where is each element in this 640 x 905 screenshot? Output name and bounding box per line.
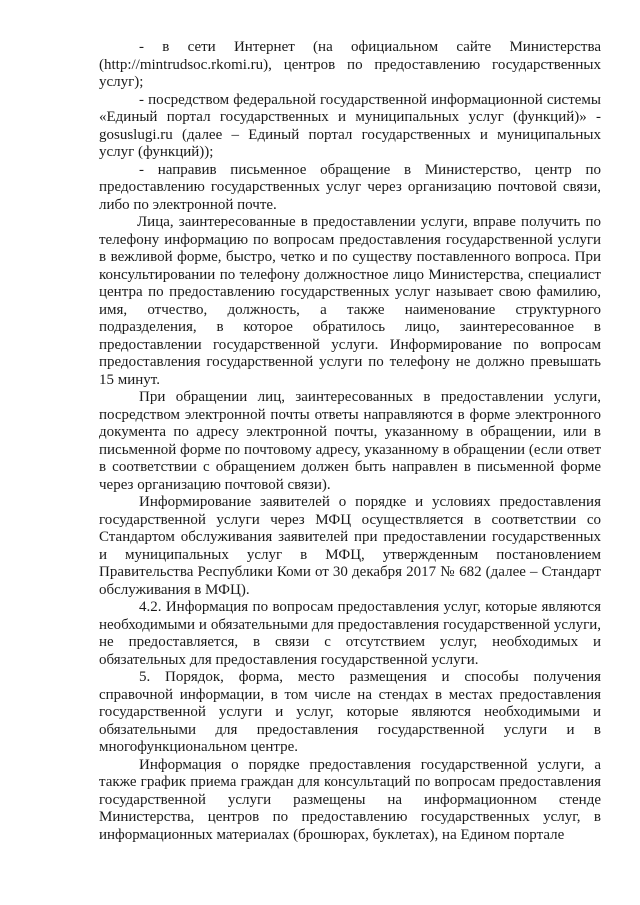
paragraph-email-requests: При обращении лиц, заинтересованных в предоставлении услуги, посредством электронной почты ответы направляются в форме электронного документа по адресу электронной почты, указанному в обращении, или в письменной форме по почтовому адресу, указанному в обращении (если ответ в соответствии с обращением должен быть направлен в письменной форме через организацию почтовой связи). xyxy=(99,389,601,493)
paragraph-written-request-item: - направив письменное обращение в Министерство, центр по предоставлению государственных услуг через организацию почтовой связи, либо по электронной почте. xyxy=(99,161,601,213)
paragraph-phone-info: Лица, заинтересованные в предоставлении услуги, вправе получить по телефону информацию по вопросам предоставления государственной услуги в вежливой форме, быстро, четко и по существу поставленного вопроса. При консультировании по телефону должностное лицо Министерства, специалист центра по предоставлению государственных услуг называет свою фамилию, имя, отчество, должность, а также наименование структурного подразделения, в которое обратилось лицо, заинтересованное в предоставлении государственной услуги. Информирование по вопросам предоставления государственной услуги по телефону не должно превышать 15 минут. xyxy=(99,214,601,388)
paragraph-mfc-info: Информирование заявителей о порядке и условиях предоставления государственной услуги через МФЦ осуществляется в соответствии со Стандартом обслуживания заявителей при предоставлении государственных и муниципальных услуг в МФЦ, утвержденным постановлением Правительства Республики Коми от 30 декабря 2017 № 682 (далее – Стандарт обслуживания в МФЦ). xyxy=(99,494,601,598)
paragraph-internet-item: - в сети Интернет (на официальном сайте Министерства (http://mintrudsoc.rkomi.ru), центров по предоставлению государственных услуг); xyxy=(99,39,601,90)
paragraph-portal-item: - посредством федеральной государственной информационной системы «Единый портал государственных и муниципальных услуг (функций)» - gosuslugi.ru (далее – Единый портал государственных и муниципальных услуг (функций)); xyxy=(99,91,601,160)
document-page xyxy=(99,39,601,844)
paragraph-section-5: 5. Порядок, форма, место размещения и способы получения справочной информации, в том числе на стендах в местах предоставления государственной услуги и услуг, которые являются необходимыми и обязательными для предоставления государственной услуги и в многофункциональном центре. xyxy=(99,669,601,755)
paragraph-section-4-2: 4.2. Информация по вопросам предоставления услуг, которые являются необходимыми и обязательными для предоставления государственной услуги, не предоставляется, в связи с отсутствием услуг, необходимых и обязательных для предоставления государственной услуги. xyxy=(99,599,601,668)
paragraph-info-placement: Информация о порядке предоставления государственной услуги, а также график приема граждан для консультаций по вопросам предоставления государственной услуги размещены на информационном стенде Министерства, центров по предоставлению государственных услуг, в информационных материалах (брошюрах, буклетах), на Едином портале xyxy=(99,756,601,843)
